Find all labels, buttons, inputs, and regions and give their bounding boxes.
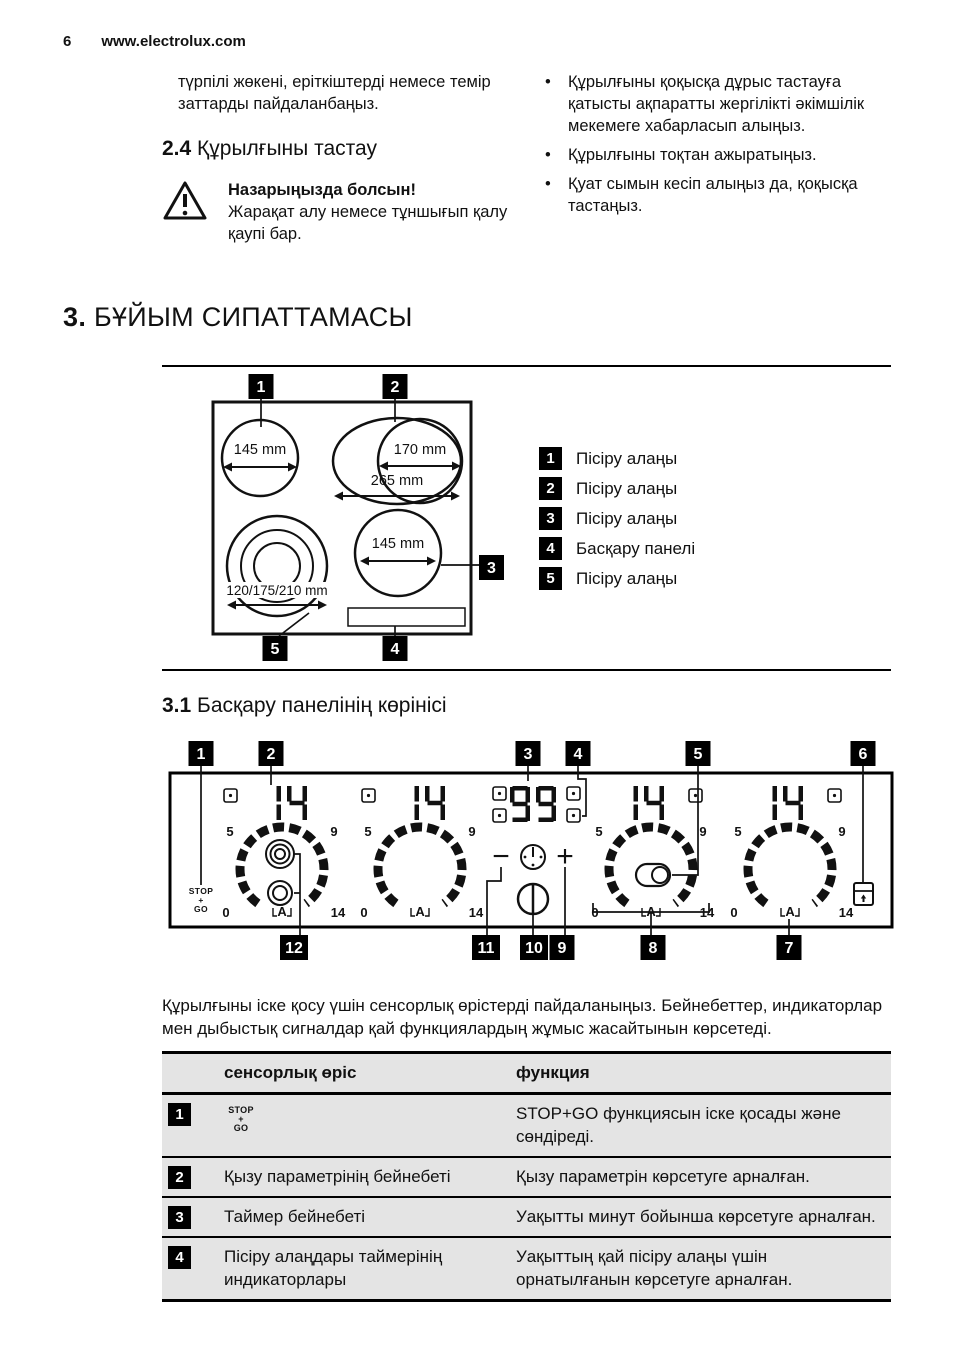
warning-title: Назарыңызда болсын! — [228, 181, 416, 199]
callout-number: 1 — [256, 379, 266, 396]
row-badge: 1 — [168, 1103, 191, 1126]
dial-scale-label: 9 — [699, 824, 707, 839]
dial-scale-label: 5 — [364, 824, 372, 839]
dial-scale-label: 9 — [330, 824, 338, 839]
section-title: Басқару панелінің көрінісі — [197, 694, 447, 717]
timer-plus-sensor: + — [556, 840, 574, 873]
legend-badge: 4 — [539, 537, 562, 560]
auto-heat-icon: A — [785, 904, 795, 919]
legend-badge: 2 — [539, 477, 562, 500]
legend-item — [539, 537, 695, 560]
table-row — [162, 1095, 891, 1158]
intro-continuation-text: түрпілі жөкені, еріткіштерді немесе темір заттарды пайдаланбаңыз. — [178, 73, 491, 113]
callout-number: 8 — [648, 940, 658, 957]
callout-number: 1 — [196, 746, 206, 763]
dial-scale-label: 9 — [838, 824, 846, 839]
callout-number: 3 — [523, 746, 533, 763]
callout-number: 3 — [487, 560, 496, 577]
table-row — [162, 1198, 891, 1238]
dial-scale-label: 14 — [330, 905, 346, 920]
timer-clock-icon — [521, 845, 545, 869]
stop-go-line: + — [198, 895, 204, 905]
section-heading-3-1 — [162, 694, 447, 718]
dial-scale-label: 14 — [468, 905, 484, 920]
bullet-icon: • — [545, 175, 551, 193]
burner-zone-1 — [222, 420, 298, 496]
section-title: БҰЙЫМ СИПАТТАМАСЫ — [93, 302, 413, 332]
legend-item — [539, 507, 695, 530]
hob-outline — [213, 402, 471, 634]
legend-item — [539, 567, 695, 590]
dial-scale-label: 0 — [730, 905, 738, 920]
function-cell: Уақытты минут бойынша көрсетуге арналған. — [516, 1207, 876, 1226]
callout-number: 5 — [693, 746, 703, 763]
stop-go-icon: STOP + GO — [228, 1105, 254, 1133]
table-row — [162, 1158, 891, 1198]
dial-scale-label: 5 — [595, 824, 603, 839]
intro-left-column — [178, 71, 512, 115]
callout-number: 7 — [784, 940, 794, 957]
site-url: www.electrolux.com — [101, 33, 246, 50]
legend-label: Пісіру алаңы — [576, 568, 678, 588]
auto-heat-icon: A — [277, 904, 287, 919]
stop-go-line: GO — [193, 904, 209, 914]
table-row — [162, 1238, 891, 1302]
section-number: 3.1 — [162, 694, 192, 717]
dial-scale-label: 14 — [699, 905, 715, 920]
legend-badge: 5 — [539, 567, 562, 590]
table-header-row — [162, 1054, 891, 1095]
callout-number: 10 — [525, 940, 543, 957]
callout-number: 4 — [390, 641, 400, 658]
warning-triangle-icon — [163, 179, 207, 225]
legend-label: Пісіру алаңы — [576, 508, 678, 528]
control-panel-figure — [160, 741, 900, 968]
cooktop-figure — [162, 365, 891, 671]
legend-label: Пісіру алаңы — [576, 448, 678, 468]
section-title: Құрылғыны тастау — [197, 137, 377, 160]
control-panel-strip — [348, 608, 465, 626]
function-cell: STOP+GO функциясын іске қосады және сөндіреді. — [516, 1104, 841, 1146]
legend-item — [539, 477, 695, 500]
page-number: 6 — [63, 33, 72, 50]
auto-heat-icon: A — [646, 904, 656, 919]
dial-scale-label: 14 — [838, 905, 854, 920]
legend-label: Пісіру алаңы — [576, 478, 678, 498]
bullet-icon: • — [545, 146, 551, 164]
page-header — [63, 33, 246, 50]
dial-scale-label: 0 — [222, 905, 230, 920]
warning-block — [163, 179, 523, 245]
bullet-icon: • — [545, 73, 551, 91]
legend-badge: 3 — [539, 507, 562, 530]
field-cell: Қызу параметрінің бейнебеті — [224, 1167, 451, 1186]
callout-number: 5 — [270, 641, 280, 658]
legend-badge: 1 — [539, 447, 562, 470]
section-heading-2-4 — [162, 137, 377, 161]
function-cell: Қызу параметрін көрсетуге арналған. — [516, 1167, 810, 1186]
list-item — [545, 173, 907, 217]
burner-zone-2-circle — [378, 419, 462, 503]
field-cell: Пісіру алаңдары таймерінің индикаторлары — [224, 1247, 443, 1289]
bullet-text: Құрылғыны тоқтан ажыратыңыз. — [568, 146, 817, 164]
row-badge: 4 — [168, 1246, 191, 1269]
dial-scale-label: 0 — [360, 905, 368, 920]
dial-scale-label: 0 — [591, 905, 599, 920]
section-heading-3 — [63, 302, 413, 333]
warning-text-block — [228, 179, 520, 245]
row-badge: 3 — [168, 1206, 191, 1229]
callout-number: 4 — [573, 746, 583, 763]
function-cell: Уақыттың қай пісіру алаңы үшін орнатылғанын көрсетуге арналған. — [516, 1247, 793, 1289]
dimension-arrow — [379, 462, 461, 471]
burner-zone-3 — [355, 510, 441, 596]
legend-item — [539, 447, 695, 470]
auto-heat-icon: A — [415, 904, 425, 919]
column-header: функция — [516, 1063, 590, 1082]
section-number: 3. — [63, 302, 87, 332]
dial-scale-label: 9 — [468, 824, 476, 839]
stop-go-line: STOP — [188, 886, 214, 896]
callout-number: 6 — [858, 746, 868, 763]
bullet-text: Қуат сымын кесіп алыңыз да, қоқысқа тастаңыз. — [568, 175, 858, 215]
bullet-text: Құрылғыны қоқысқа дұрыс тастауға қатысты ақпаратты жергілікті әкімшілік мекемеге хабарласып алыңыз. — [568, 73, 865, 135]
dimension-label: 170 mm — [393, 442, 447, 458]
dimension-arrow — [223, 463, 297, 472]
section-number: 2.4 — [162, 137, 192, 160]
timer-minus-sensor: − — [492, 840, 510, 873]
warning-body: Жарақат алу немесе тұншығып қалу қаупі бар. — [228, 203, 508, 243]
dimension-label: 120/175/210 mm — [226, 583, 328, 598]
figure-legend — [539, 447, 695, 669]
list-item — [545, 71, 907, 137]
row-badge: 2 — [168, 1166, 191, 1189]
field-cell: Таймер бейнебеті — [224, 1207, 366, 1226]
dimension-label: 145 mm — [233, 442, 287, 458]
dimension-arrow — [360, 557, 436, 566]
sensor-field-table — [162, 1051, 891, 1302]
intro-right-column — [545, 71, 907, 224]
dimension-label: 265 mm — [370, 473, 424, 489]
cooktop-diagram — [199, 370, 529, 666]
body-paragraph: Құрылғыны іске қосу үшін сенсорлық өрістерді пайдаланыңыз. Бейнебеттер, индикаторлар мен дыбыстық сигналдар қай функциялардың жұмыс жасайтынын көрсетеді. — [162, 996, 883, 1038]
legend-label: Басқару панелі — [576, 538, 696, 558]
callout-number: 12 — [285, 940, 303, 957]
burner-zone-2-oval — [333, 418, 461, 504]
dial-scale-label: 5 — [226, 824, 234, 839]
dimension-label: 145 mm — [371, 536, 425, 552]
callout-number: 2 — [390, 379, 400, 396]
callout-number: 9 — [557, 940, 567, 957]
dial-scale-label: 5 — [734, 824, 742, 839]
column-header: сенсорлық өріс — [224, 1063, 357, 1082]
callout-number: 2 — [266, 746, 276, 763]
control-panel-diagram — [160, 741, 900, 963]
callout-number: 11 — [477, 940, 495, 957]
list-item — [545, 144, 907, 166]
